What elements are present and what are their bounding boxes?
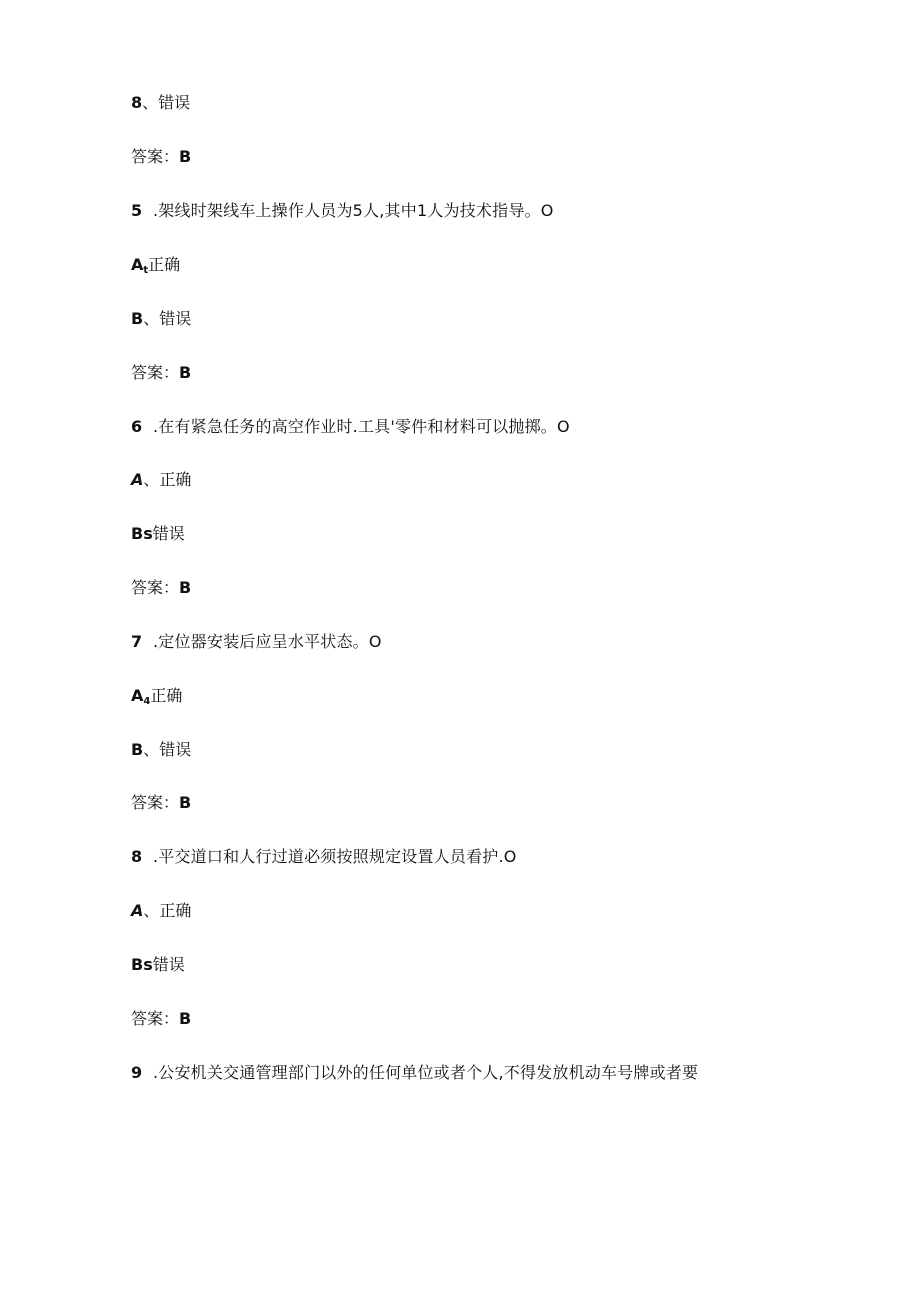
question-text: .在有紧急任务的高空作业时.工具'零件和材料可以抛掷。O — [153, 417, 570, 436]
option-line — [131, 685, 182, 713]
option-text: 正确 — [159, 901, 192, 920]
option-prefix: A — [131, 686, 144, 705]
question-number: 7 — [131, 632, 143, 651]
option-text: 错误 — [159, 740, 192, 759]
answer-value: B — [179, 363, 192, 382]
question-text: .架线时架线车上操作人员为5人,其中1人为技术指导。O — [153, 201, 554, 220]
answer-label: 答案： — [131, 147, 180, 166]
option-line — [131, 92, 190, 114]
option-separator: 、 — [143, 740, 160, 759]
answer-line — [131, 362, 191, 384]
option-text: 正确 — [148, 255, 181, 274]
option-text: 正确 — [150, 686, 183, 705]
answer-label: 答案： — [131, 578, 180, 597]
option-separator: 、 — [143, 901, 160, 920]
option-line — [131, 523, 185, 545]
option-separator: 、 — [143, 470, 160, 489]
question-number: 9 — [131, 1063, 143, 1082]
option-line — [131, 739, 191, 761]
option-separator: 、 — [143, 309, 160, 328]
option-separator: 、 — [142, 93, 159, 112]
option-text: 错误 — [152, 524, 185, 543]
question-number: 8 — [131, 847, 143, 866]
answer-value: B — [179, 578, 192, 597]
question-number: 5 — [131, 201, 143, 220]
answer-label: 答案： — [131, 1009, 180, 1028]
question-text: .公安机关交通管理部门以外的任何单位或者个人,不得发放机动车号牌或者要 — [153, 1063, 699, 1082]
question-text: .定位器安装后应呈水平状态。O — [153, 632, 382, 651]
option-line — [131, 469, 191, 491]
answer-value: B — [179, 1009, 192, 1028]
question-line — [131, 1062, 698, 1084]
answer-label: 答案： — [131, 363, 180, 382]
answer-label: 答案： — [131, 793, 180, 812]
option-line — [131, 900, 191, 922]
option-prefix: Bs — [131, 955, 153, 974]
option-text: 错误 — [152, 955, 185, 974]
option-prefix: B — [131, 309, 144, 328]
option-text: 正确 — [159, 470, 192, 489]
question-number: 6 — [131, 417, 143, 436]
question-text: .平交道口和人行过道必须按照规定设置人员看护.O — [153, 847, 517, 866]
option-line — [131, 308, 191, 330]
option-prefix: A — [131, 255, 144, 274]
question-line — [131, 846, 517, 868]
option-prefix: A — [131, 901, 144, 920]
answer-line — [131, 146, 191, 168]
option-text: 错误 — [159, 309, 192, 328]
answer-value: B — [179, 793, 192, 812]
option-text: 错误 — [158, 93, 191, 112]
question-line — [131, 200, 554, 222]
answer-line — [131, 1008, 191, 1030]
option-prefix: 8 — [131, 93, 143, 112]
answer-value: B — [179, 147, 192, 166]
question-line — [131, 631, 382, 653]
answer-line — [131, 577, 191, 599]
option-line — [131, 954, 185, 976]
option-prefix: Bs — [131, 524, 153, 543]
option-line — [131, 254, 180, 282]
question-line — [131, 416, 570, 438]
option-prefix: A — [131, 470, 144, 489]
option-prefix: B — [131, 740, 144, 759]
option-subscript: 4 — [143, 696, 151, 707]
answer-line — [131, 792, 191, 814]
option-subscript: t — [143, 265, 149, 276]
